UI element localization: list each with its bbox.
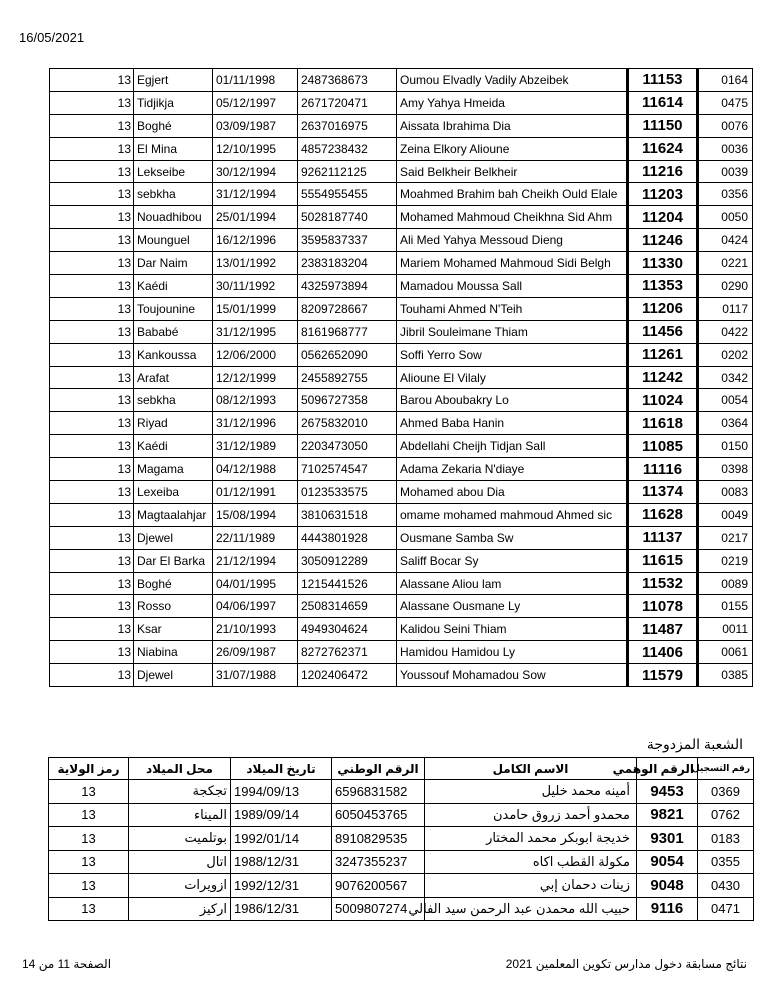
birthplace-cell: اركيز [129,897,231,921]
birthdate-cell: 1992/01/14 [231,827,332,851]
full-name-cell: Amy Yahya Hmeida [397,91,628,114]
birthdate-cell: 01/12/1991 [213,481,298,504]
national-id-cell: 8272762371 [298,641,397,664]
national-id-cell: 1202406472 [298,664,397,687]
birthplace-cell: El Mina [134,137,213,160]
birthdate-cell: 12/10/1995 [213,137,298,160]
birthplace-cell: Dar Naim [134,252,213,275]
section-title: الشعبة المزدوجة [646,736,743,752]
registration-number-cell: 0164 [698,69,753,92]
wilaya-cell: 13 [50,91,134,114]
registration-number-cell: 0089 [698,572,753,595]
full-name-cell: Ali Med Yahya Messoud Dieng [397,229,628,252]
full-name-cell: Touhami Ahmed N'Teih [397,297,628,320]
full-name-cell: Alioune El Vilaly [397,366,628,389]
birthdate-cell: 05/12/1997 [213,91,298,114]
wilaya-cell: 13 [50,320,134,343]
registration-number-cell: 0183 [698,827,754,851]
anonymous-number-cell: 11261 [628,343,698,366]
birthplace-cell: Boghé [134,114,213,137]
birthdate-cell: 26/09/1987 [213,641,298,664]
registration-number-cell: 0155 [698,595,753,618]
anonymous-number-cell: 9821 [637,803,698,827]
national-id-cell: 1215441526 [298,572,397,595]
anonymous-number-cell: 11374 [628,481,698,504]
national-id-cell: 3050912289 [298,549,397,572]
page-number: الصفحة 11 من 14 [22,957,112,971]
full-name-cell: زينات دحمان إبي [425,874,637,898]
table-row [50,618,753,641]
wilaya-cell: 13 [50,69,134,92]
birthdate-cell: 21/10/1993 [213,618,298,641]
birthplace-cell: Riyad [134,412,213,435]
registration-number-cell: 0049 [698,503,753,526]
results-table [49,68,753,687]
national-id-cell: 8209728667 [298,297,397,320]
birthdate-cell: 30/12/1994 [213,160,298,183]
birthplace-cell: Egjert [134,69,213,92]
full-name-cell: omame mohamed mahmoud Ahmed sic [397,503,628,526]
registration-number-cell: 0364 [698,412,753,435]
national-id-cell: 0562652090 [298,343,397,366]
table-row [50,549,753,572]
full-name-cell: Moahmed Brahim bah Cheikh Ould Elale [397,183,628,206]
birthplace-cell: Ksar [134,618,213,641]
wilaya-cell: 13 [50,572,134,595]
registration-number-cell: 0202 [698,343,753,366]
wilaya-cell: 13 [50,137,134,160]
birthdate-cell: 08/12/1993 [213,389,298,412]
birthplace-cell: Arafat [134,366,213,389]
table-row [50,641,753,664]
birthdate-cell: 1986/12/31 [231,897,332,921]
table-row [50,664,753,687]
table-row [50,435,753,458]
anonymous-number-cell: 11628 [628,503,698,526]
birthdate-cell: 13/01/1992 [213,252,298,275]
wilaya-cell: 13 [50,160,134,183]
table-row [49,827,754,851]
anonymous-number-cell: 11614 [628,91,698,114]
full-name-cell: Alassane Ousmane Ly [397,595,628,618]
table-row [50,481,753,504]
national-id-cell: 2203473050 [298,435,397,458]
anonymous-number-cell: 11242 [628,366,698,389]
anonymous-number-cell: 11085 [628,435,698,458]
header-dob: تاريخ الميلاد [231,758,332,780]
footer-title: نتائج مسابقة دخول مدارس تكوين المعلمين 2021 [505,957,747,971]
national-id-cell: 5096727358 [298,389,397,412]
anonymous-number-cell: 9116 [637,897,698,921]
registration-number-cell: 0290 [698,275,753,298]
wilaya-cell: 13 [50,526,134,549]
national-id-cell: 5554955455 [298,183,397,206]
anonymous-number-cell: 11532 [628,572,698,595]
anonymous-number-cell: 9453 [637,780,698,804]
registration-number-cell: 0342 [698,366,753,389]
table-row [50,160,753,183]
anonymous-number-cell: 11203 [628,183,698,206]
anonymous-number-cell: 9301 [637,827,698,851]
national-id-cell: 6050453765 [332,803,425,827]
table-row [50,137,753,160]
birthdate-cell: 31/12/1989 [213,435,298,458]
full-name-cell: Jibril Souleimane Thiam [397,320,628,343]
anonymous-number-cell: 11618 [628,412,698,435]
table-row [50,229,753,252]
national-id-cell: 6596831582 [332,780,425,804]
table-row [50,297,753,320]
birthplace-cell: Dar El Barka [134,549,213,572]
full-name-cell: Ousmane Samba Sw [397,526,628,549]
national-id-cell: 2671720471 [298,91,397,114]
birthdate-cell: 15/01/1999 [213,297,298,320]
table-row [50,526,753,549]
wilaya-cell: 13 [49,803,129,827]
national-id-cell: 4857238432 [298,137,397,160]
table-row [50,252,753,275]
wilaya-cell: 13 [50,412,134,435]
registration-number-cell: 0117 [698,297,753,320]
anonymous-number-cell: 11216 [628,160,698,183]
birthplace-cell: Kaédi [134,275,213,298]
anonymous-number-cell: 11579 [628,664,698,687]
birthdate-cell: 12/06/2000 [213,343,298,366]
wilaya-cell: 13 [50,549,134,572]
table-row [49,874,754,898]
birthplace-cell: Magama [134,458,213,481]
national-id-cell: 2508314659 [298,595,397,618]
table-row [50,320,753,343]
registration-number-cell: 0475 [698,91,753,114]
table-row [50,343,753,366]
birthplace-cell: Niabina [134,641,213,664]
birthdate-cell: 1994/09/13 [231,780,332,804]
birthplace-cell: Djewel [134,526,213,549]
anonymous-number-cell: 11246 [628,229,698,252]
national-id-cell: 4443801928 [298,526,397,549]
full-name-cell: Mariem Mohamed Mahmoud Sidi Belgh [397,252,628,275]
table-row [49,850,754,874]
wilaya-cell: 13 [50,503,134,526]
full-name-cell: Barou Aboubakry Lo [397,389,628,412]
registration-number-cell: 0054 [698,389,753,412]
birthdate-cell: 16/12/1996 [213,229,298,252]
national-id-cell: 5009807274 [332,897,425,921]
national-id-cell: 8161968777 [298,320,397,343]
full-name-cell: Saliff Bocar Sy [397,549,628,572]
full-name-cell: Hamidou Hamidou Ly [397,641,628,664]
birthplace-cell: Rosso [134,595,213,618]
full-name-cell: Abdellahi Cheijh Tidjan Sall [397,435,628,458]
birthdate-cell: 04/12/1988 [213,458,298,481]
wilaya-cell: 13 [50,618,134,641]
wilaya-cell: 13 [50,183,134,206]
wilaya-cell: 13 [50,206,134,229]
full-name-cell: Mamadou Moussa Sall [397,275,628,298]
wilaya-cell: 13 [50,458,134,481]
full-name-cell: Soffi Yerro Sow [397,343,628,366]
table-row [50,366,753,389]
birthdate-cell: 30/11/1992 [213,275,298,298]
wilaya-cell: 13 [49,897,129,921]
national-id-cell: 2487368673 [298,69,397,92]
table-row [49,897,754,921]
anonymous-number-cell: 11406 [628,641,698,664]
national-id-cell: 8910829535 [332,827,425,851]
birthplace-cell: Tidjikja [134,91,213,114]
birthplace-cell: Magtaalahjar [134,503,213,526]
full-name-cell: Mohamed Mahmoud Cheikhna Sid Ahm [397,206,628,229]
wilaya-cell: 13 [49,850,129,874]
header-name: الاسم الكامل [425,758,637,780]
full-name-cell: محمدو أحمد زروق حامدن [425,803,637,827]
anonymous-number-cell: 11024 [628,389,698,412]
national-id-cell: 9262112125 [298,160,397,183]
wilaya-cell: 13 [50,435,134,458]
birthdate-cell: 31/07/1988 [213,664,298,687]
birthplace-cell: اتال [129,850,231,874]
anonymous-number-cell: 11116 [628,458,698,481]
table-row [50,183,753,206]
national-id-cell: 3595837337 [298,229,397,252]
wilaya-cell: 13 [49,780,129,804]
table-row [50,412,753,435]
wilaya-cell: 13 [50,481,134,504]
registration-number-cell: 0422 [698,320,753,343]
wilaya-cell: 13 [50,229,134,252]
registration-number-cell: 0355 [698,850,754,874]
wilaya-cell: 13 [50,343,134,366]
birthdate-cell: 04/06/1997 [213,595,298,618]
birthplace-cell: ازويرات [129,874,231,898]
birthdate-cell: 22/11/1989 [213,526,298,549]
registration-number-cell: 0050 [698,206,753,229]
wilaya-cell: 13 [50,114,134,137]
birthplace-cell: Toujounine [134,297,213,320]
full-name-cell: Ahmed Baba Hanin [397,412,628,435]
birthplace-cell: Lekseibe [134,160,213,183]
birthplace-cell: Nouadhibou [134,206,213,229]
birthdate-cell: 31/12/1995 [213,320,298,343]
anonymous-number-cell: 11487 [628,618,698,641]
birthdate-cell: 21/12/1994 [213,549,298,572]
national-id-cell: 5028187740 [298,206,397,229]
birthdate-cell: 04/01/1995 [213,572,298,595]
anonymous-number-cell: 9048 [637,874,698,898]
full-name-cell: حبيب الله محمدن عبد الرحمن سيد الفالي [425,897,637,921]
anonymous-number-cell: 11204 [628,206,698,229]
wilaya-cell: 13 [50,252,134,275]
registration-number-cell: 0083 [698,481,753,504]
full-name-cell: Alassane Aliou lam [397,572,628,595]
registration-number-cell: 0217 [698,526,753,549]
birthplace-cell: Djewel [134,664,213,687]
header-wahmi: الرقم الوهمي [637,758,698,780]
table-row [50,275,753,298]
birthdate-cell: 15/08/1994 [213,503,298,526]
national-id-cell: 9076200567 [332,874,425,898]
national-id-cell: 0123533575 [298,481,397,504]
anonymous-number-cell: 9054 [637,850,698,874]
full-name-cell: Mohamed abou Dia [397,481,628,504]
registration-number-cell: 0356 [698,183,753,206]
birthplace-cell: Kankoussa [134,343,213,366]
full-name-cell: Aissata Ibrahima Dia [397,114,628,137]
registration-number-cell: 0385 [698,664,753,687]
header-pob: محل الميلاد [129,758,231,780]
wilaya-cell: 13 [50,595,134,618]
anonymous-number-cell: 11206 [628,297,698,320]
registration-number-cell: 0398 [698,458,753,481]
wilaya-cell: 13 [50,297,134,320]
full-name-cell: Said Belkheir Belkheir [397,160,628,183]
birthplace-cell: Lexeiba [134,481,213,504]
national-id-cell: 3247355237 [332,850,425,874]
wilaya-cell: 13 [50,389,134,412]
table-row [50,503,753,526]
national-id-cell: 2383183204 [298,252,397,275]
registration-number-cell: 0150 [698,435,753,458]
registration-number-cell: 0061 [698,641,753,664]
table-row [50,69,753,92]
registration-number-cell: 0011 [698,618,753,641]
anonymous-number-cell: 11456 [628,320,698,343]
birthdate-cell: 12/12/1999 [213,366,298,389]
full-name-cell: أمينه محمد خليل [425,780,637,804]
birthdate-cell: 03/09/1987 [213,114,298,137]
birthplace-cell: Kaédi [134,435,213,458]
page-date: 16/05/2021 [19,30,85,45]
birthplace-cell: الميناء [129,803,231,827]
anonymous-number-cell: 11330 [628,252,698,275]
header-reg: رقم التسجيل [698,758,754,780]
wilaya-cell: 13 [50,641,134,664]
birthplace-cell: sebkha [134,389,213,412]
birthdate-cell: 1989/09/14 [231,803,332,827]
full-name-cell: Adama Zekaria N'diaye [397,458,628,481]
wilaya-cell: 13 [49,874,129,898]
header-wilaya: رمز الولاية [49,758,129,780]
registration-number-cell: 0219 [698,549,753,572]
anonymous-number-cell: 11624 [628,137,698,160]
registration-number-cell: 0424 [698,229,753,252]
birthplace-cell: Bababé [134,320,213,343]
wilaya-cell: 13 [50,366,134,389]
birthdate-cell: 31/12/1994 [213,183,298,206]
birthplace-cell: sebkha [134,183,213,206]
full-name-cell: مكولة القطب اكاه [425,850,637,874]
table-row [50,595,753,618]
anonymous-number-cell: 11353 [628,275,698,298]
registration-number-cell: 0076 [698,114,753,137]
national-id-cell: 4949304624 [298,618,397,641]
national-id-cell: 7102574547 [298,458,397,481]
birthplace-cell: Boghé [134,572,213,595]
table-row [50,206,753,229]
anonymous-number-cell: 11137 [628,526,698,549]
registration-number-cell: 0369 [698,780,754,804]
registration-number-cell: 0221 [698,252,753,275]
birthplace-cell: بوتلميت [129,827,231,851]
national-id-cell: 4325973894 [298,275,397,298]
table-row [50,91,753,114]
full-name-cell: Youssouf Mohamadou Sow [397,664,628,687]
table-row [50,572,753,595]
registration-number-cell: 0471 [698,897,754,921]
national-id-cell: 3810631518 [298,503,397,526]
table-row [50,389,753,412]
anonymous-number-cell: 11153 [628,69,698,92]
birthplace-cell: Mounguel [134,229,213,252]
birthdate-cell: 01/11/1998 [213,69,298,92]
national-id-cell: 2675832010 [298,412,397,435]
birthplace-cell: تجكجة [129,780,231,804]
national-id-cell: 2455892755 [298,366,397,389]
table-row [50,458,753,481]
table-row [50,114,753,137]
full-name-cell: خديجة ابوبكر محمد المختار [425,827,637,851]
registration-number-cell: 0039 [698,160,753,183]
birthdate-cell: 1992/12/31 [231,874,332,898]
birthdate-cell: 25/01/1994 [213,206,298,229]
bilingual-results-table [48,757,754,921]
wilaya-cell: 13 [49,827,129,851]
anonymous-number-cell: 11150 [628,114,698,137]
registration-number-cell: 0430 [698,874,754,898]
table-row [49,780,754,804]
anonymous-number-cell: 11078 [628,595,698,618]
full-name-cell: Oumou Elvadly Vadily Abzeibek [397,69,628,92]
registration-number-cell: 0036 [698,137,753,160]
wilaya-cell: 13 [50,275,134,298]
full-name-cell: Zeina Elkory Alioune [397,137,628,160]
anonymous-number-cell: 11615 [628,549,698,572]
birthdate-cell: 31/12/1996 [213,412,298,435]
registration-number-cell: 0762 [698,803,754,827]
birthdate-cell: 1988/12/31 [231,850,332,874]
national-id-cell: 2637016975 [298,114,397,137]
header-nni: الرقم الوطني [332,758,425,780]
table-row [49,803,754,827]
full-name-cell: Kalidou Seini Thiam [397,618,628,641]
wilaya-cell: 13 [50,664,134,687]
